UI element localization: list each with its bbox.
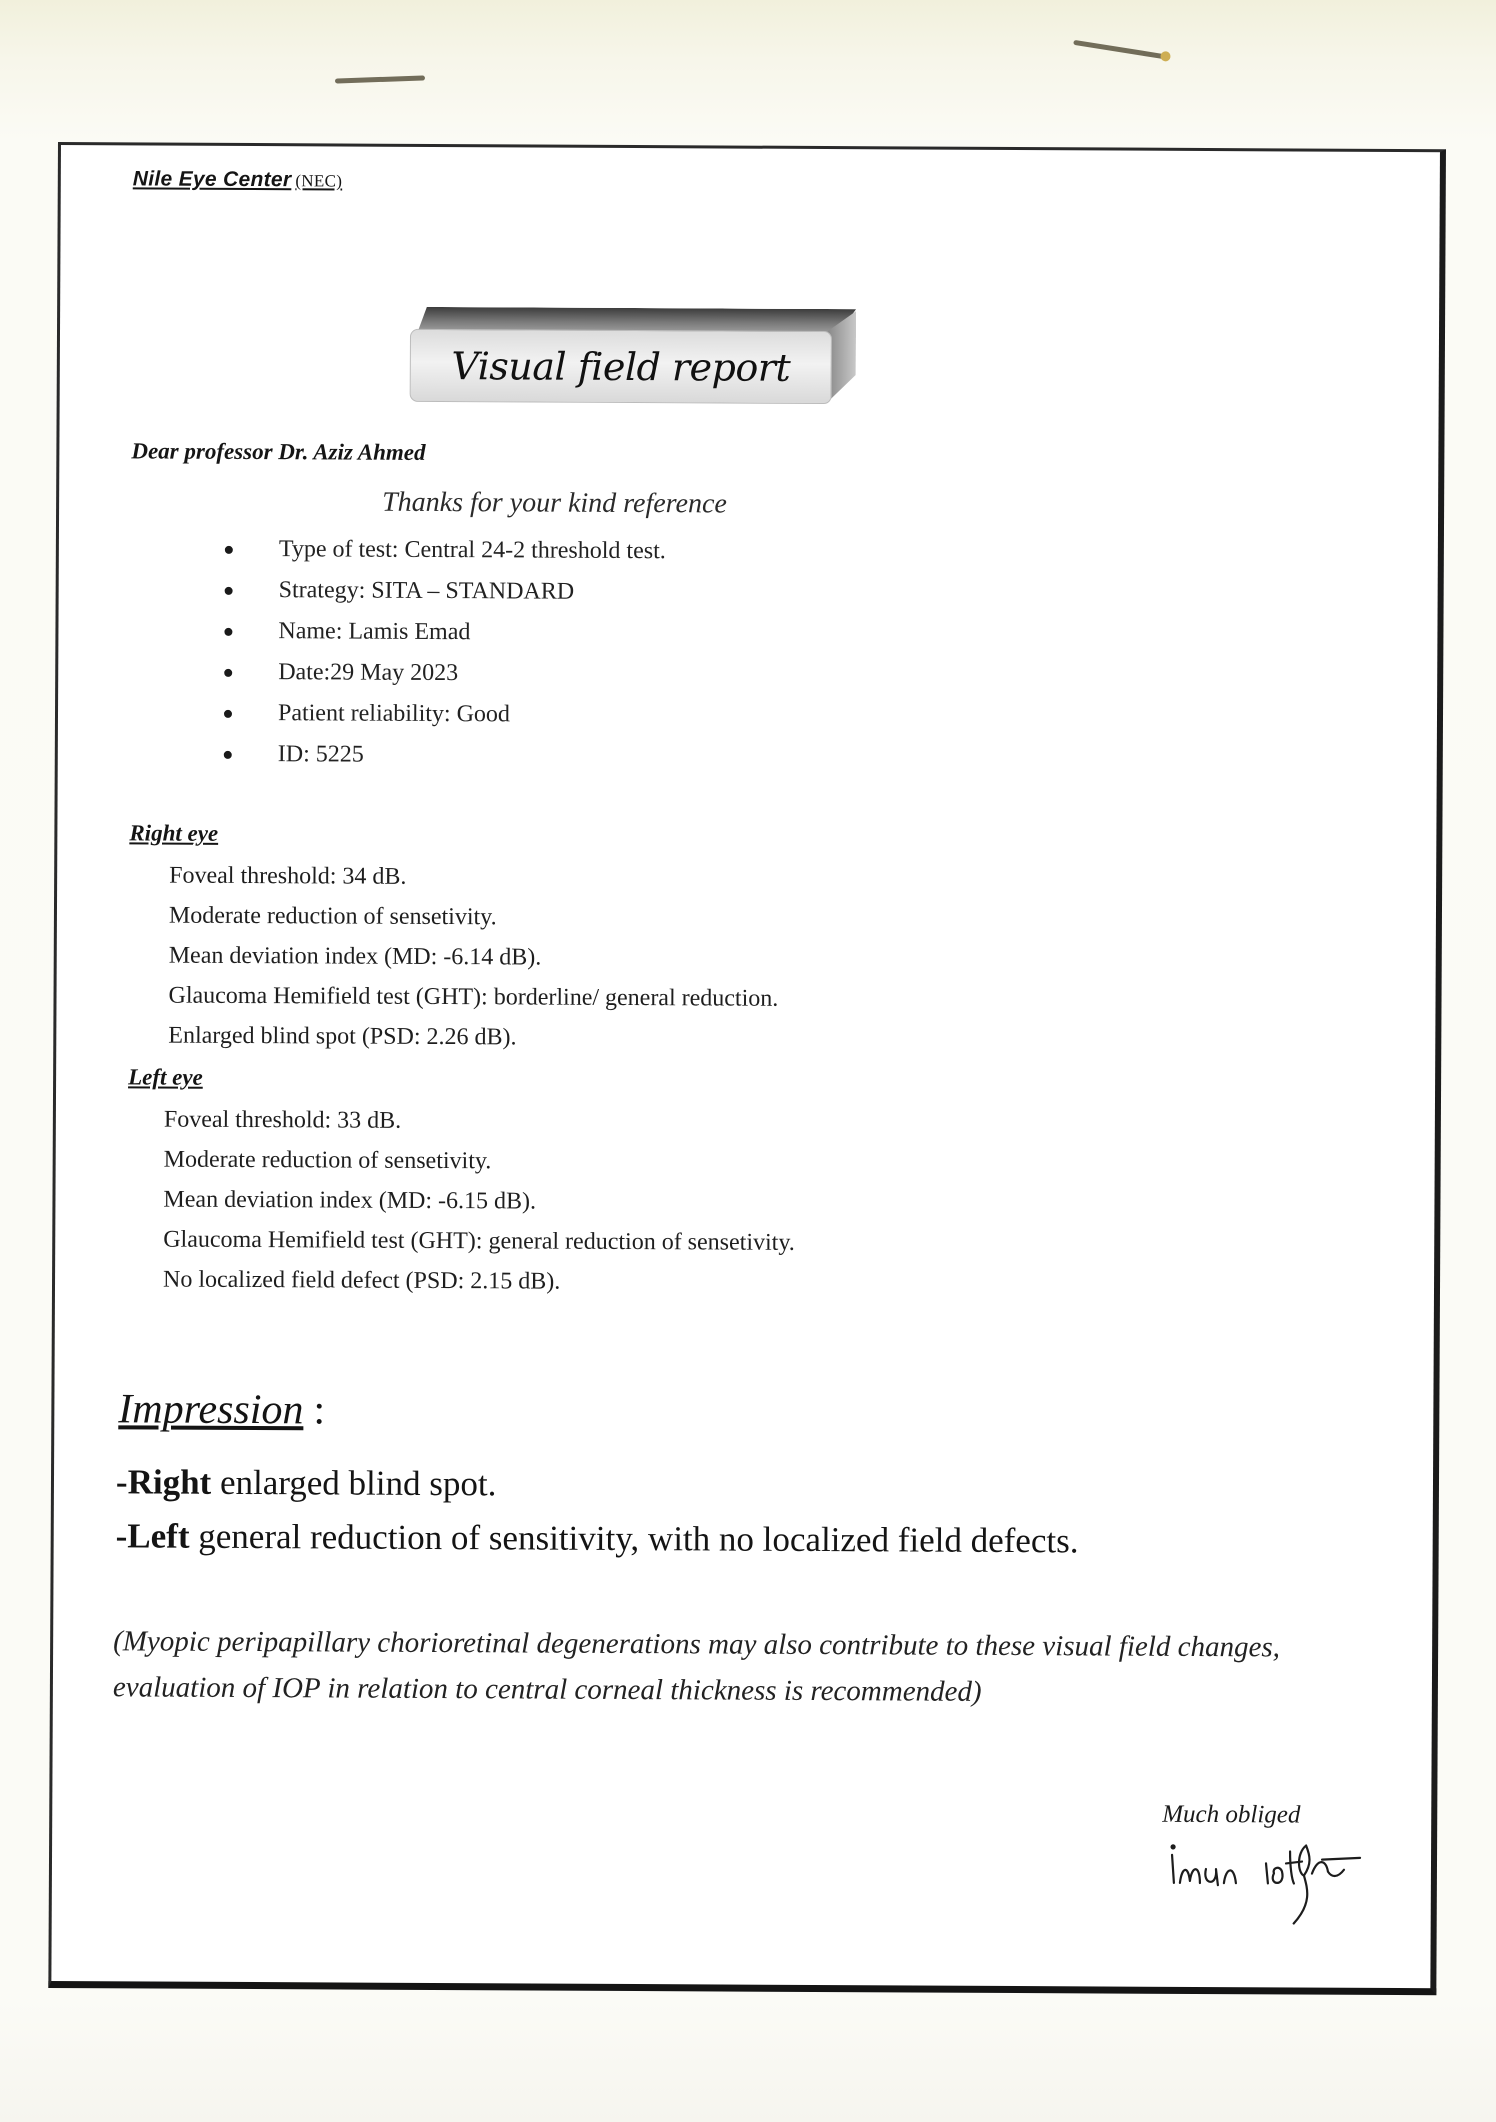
impression-heading [118, 1385, 325, 1434]
staple-mark [335, 75, 425, 83]
staple-mark [1073, 40, 1165, 59]
finding-line: No localized field defect (PSD: 2.15 dB). [162, 1266, 561, 1295]
finding-line: Moderate reduction of sensetivity. [163, 1146, 492, 1175]
detail-test-type: Type of test: Central 24-2 threshold test. [257, 529, 666, 572]
right-eye-heading: Right eye [129, 820, 219, 846]
finding-line: Glaucoma Hemifield test (GHT): borderline/ general reduction. [168, 982, 779, 1012]
impression-left-label: -Left [115, 1516, 190, 1556]
impression-right [116, 1462, 497, 1504]
finding-line: Enlarged blind spot (PSD: 2.26 dB). [168, 1022, 517, 1051]
finding-line: Foveal threshold: 33 dB. [163, 1106, 402, 1134]
title-box [410, 307, 856, 402]
right-eye-findings [168, 856, 779, 1059]
detail-strategy: Strategy: SITA – STANDARD [257, 570, 666, 613]
letterhead [133, 167, 343, 192]
impression-right-text: enlarged blind spot. [211, 1462, 497, 1504]
finding-line: Mean deviation index (MD: -6.14 dB). [168, 942, 542, 971]
left-eye-heading: Left eye [128, 1064, 203, 1090]
report-sheet [48, 142, 1446, 1995]
report-title: Visual field report [451, 343, 791, 390]
left-eye-findings [163, 1100, 796, 1303]
impression-colon: : [313, 1387, 326, 1434]
impression-word: Impression [118, 1386, 304, 1434]
impression-left [116, 1516, 1079, 1561]
detail-name: Name: Lamis Emad [256, 611, 665, 654]
clinical-note: (Myopic peripapillary chorioretinal degenerations may also contribute to these visual field changes, evaluation of IOP in relation to central corneal thickness is recommended) [112, 1625, 1280, 1708]
finding-line: Mean deviation index (MD: -6.15 dB). [163, 1186, 537, 1215]
handwritten-signature [1162, 1833, 1392, 1930]
impression-right-label: -Right [115, 1462, 212, 1502]
test-details-list [256, 529, 666, 777]
finding-line: Moderate reduction of sensetivity. [168, 902, 497, 931]
detail-date: Date:29 May 2023 [256, 652, 665, 695]
finding-line: Foveal threshold: 34 dB. [169, 862, 407, 890]
center-name: Nile Eye Center [132, 167, 292, 192]
detail-id: ID: 5225 [256, 734, 665, 777]
thanks-line: Thanks for your kind reference [382, 486, 727, 520]
salutation: Dear professor Dr. Aziz Ahmed [131, 438, 426, 465]
impression-left-text: general reduction of sensitivity, with no localized field defects. [189, 1516, 1079, 1561]
detail-reliability: Patient reliability: Good [256, 693, 665, 736]
finding-line: Glaucoma Hemifield test (GHT): general reduction of sensetivity. [163, 1226, 795, 1256]
center-abbr: (NEC) [295, 171, 343, 191]
closing-text: Much obliged [1162, 1800, 1301, 1829]
